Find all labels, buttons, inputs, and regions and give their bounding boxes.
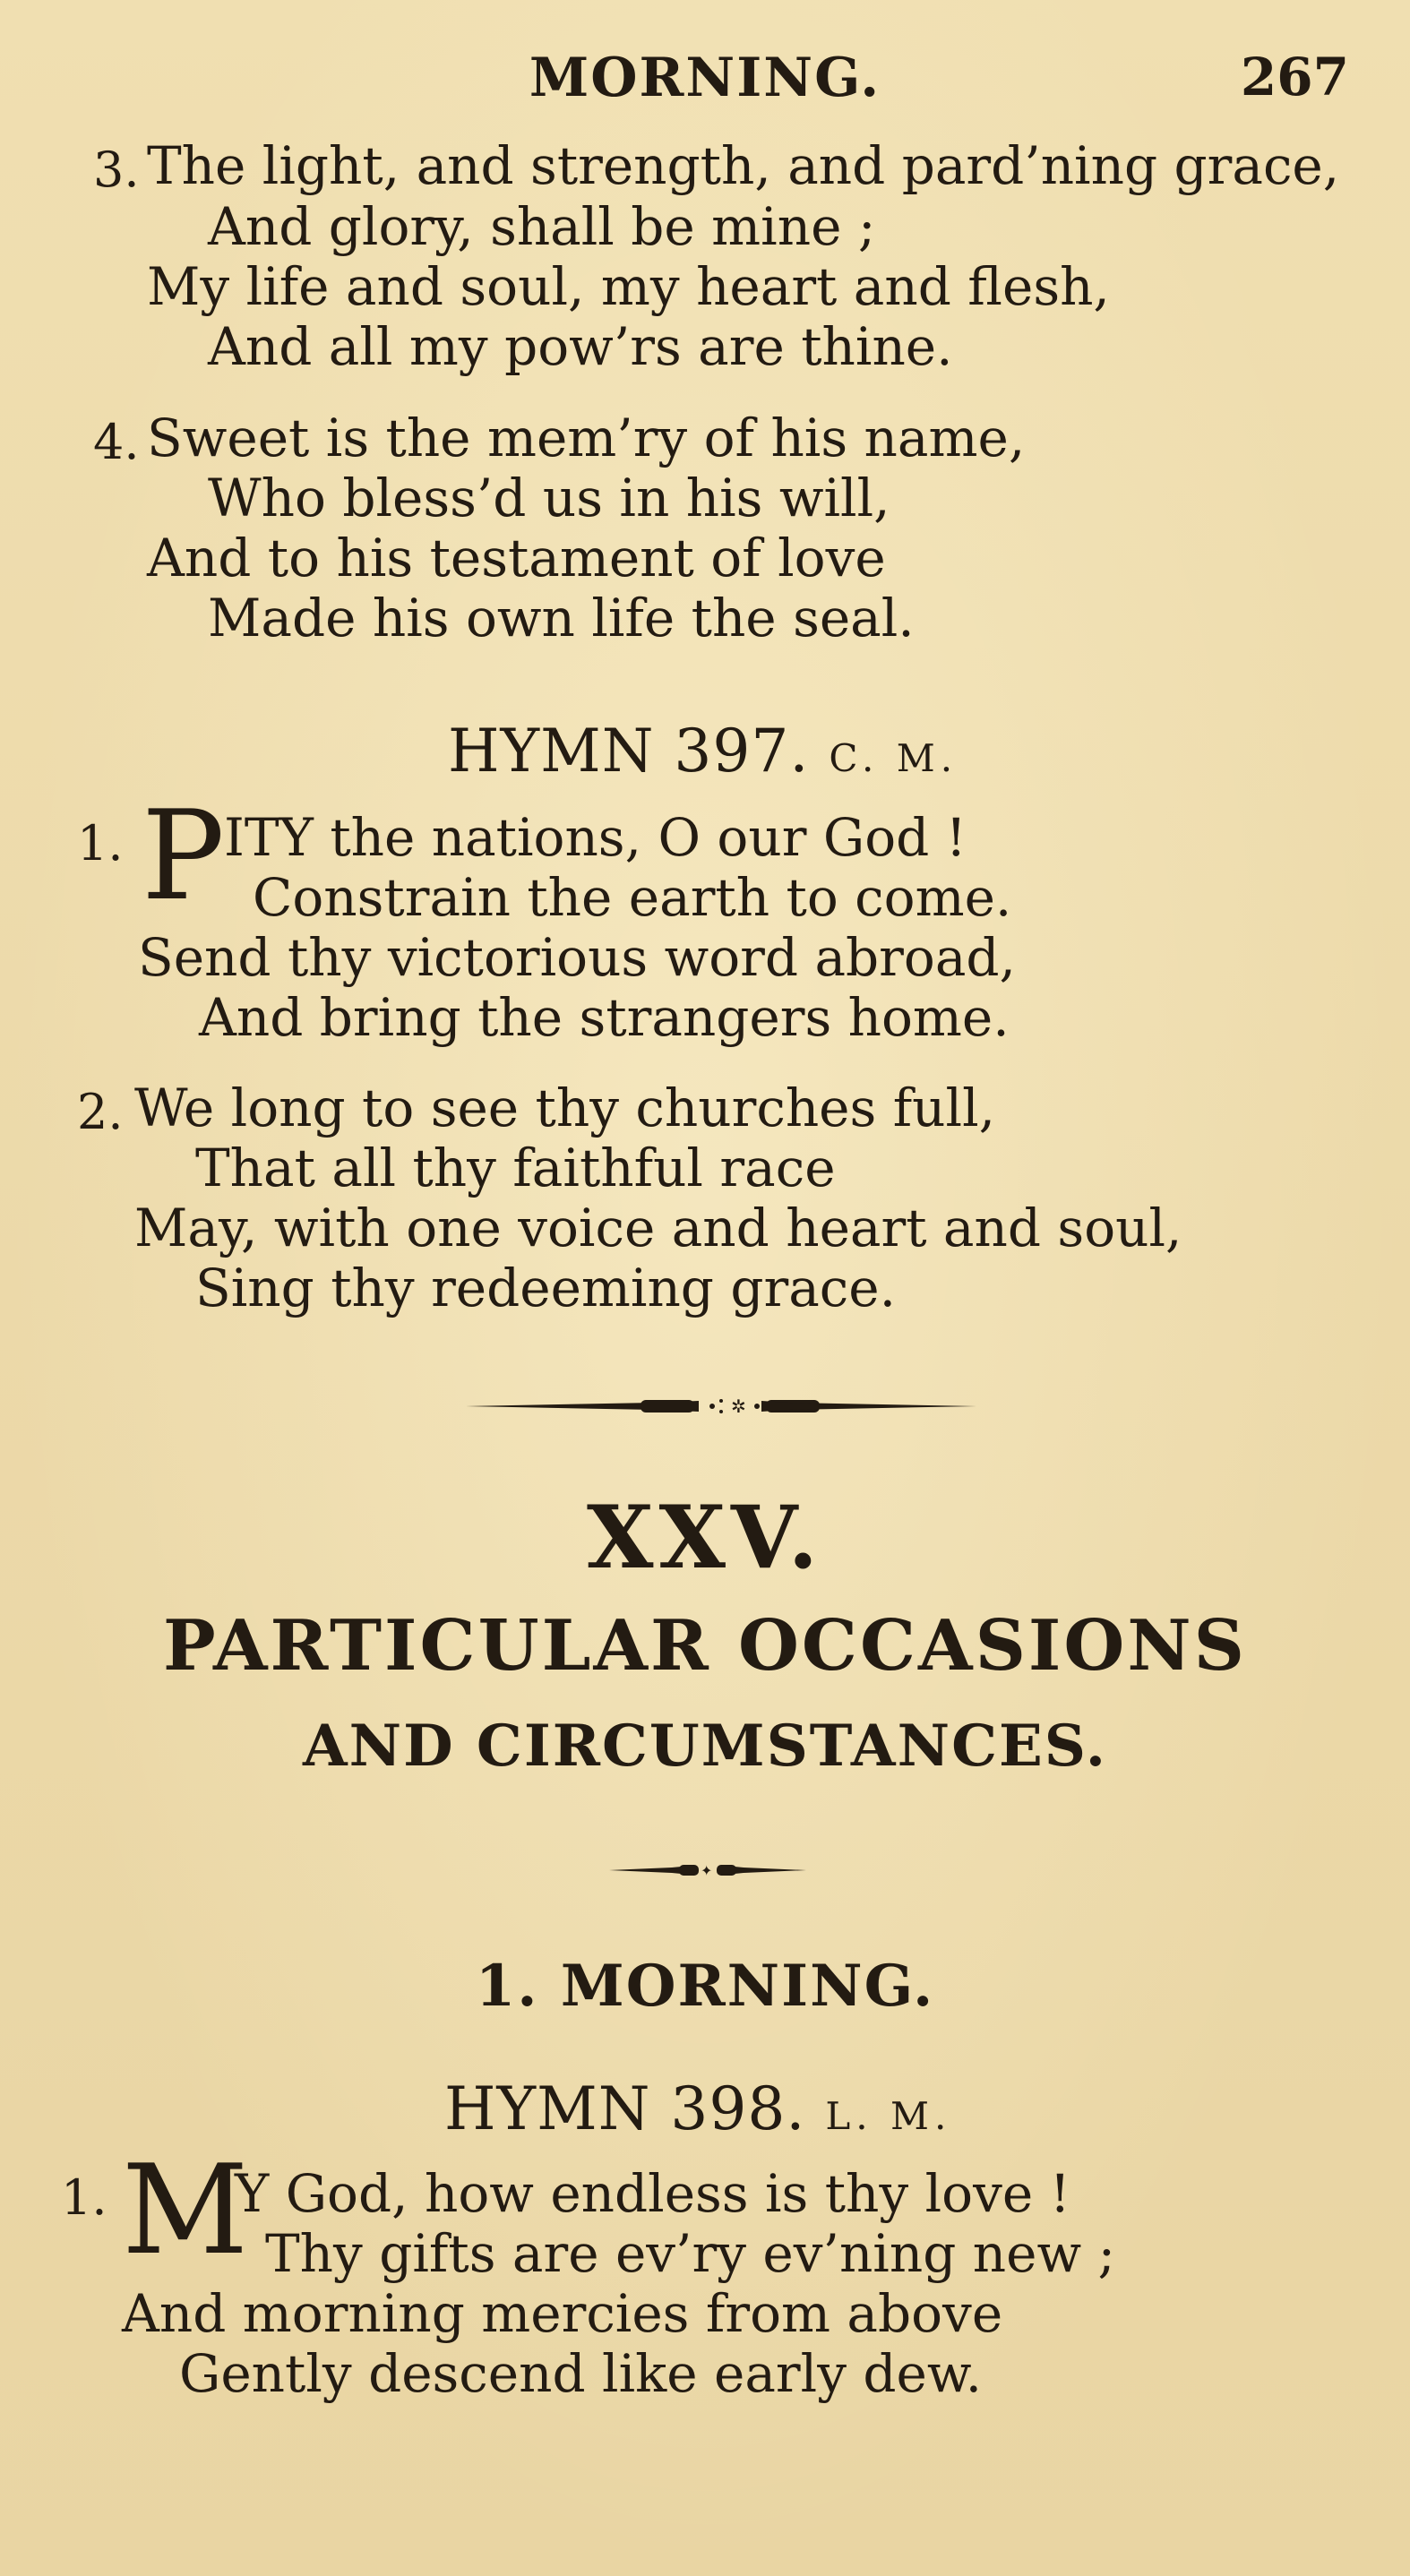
verse-line: And morning mercies from above (122, 2283, 1003, 2344)
verse-number: 3. (93, 142, 140, 198)
verse-line: ITY the nations, O our God ! (224, 807, 967, 868)
section-numeral: XXV. (586, 1487, 824, 1588)
verse-line: My life and soul, my heart and flesh, (147, 256, 1110, 317)
verse-number: 1. (77, 815, 124, 872)
verse-line: Constrain the earth to come. (253, 867, 1012, 928)
verse-number: 2. (77, 1084, 124, 1140)
verse-number: 4. (93, 414, 140, 470)
verse-line: Y God, how endless is thy love ! (235, 2163, 1070, 2224)
verse-number: 1. (61, 2169, 107, 2226)
verse-line: The light, and strength, and pard’ning grace, (147, 135, 1340, 196)
hymn-title-text: HYMN 398. (444, 2074, 806, 2143)
verse-line: Send thy victorious word abroad, (138, 927, 1016, 988)
verse-line: That all thy faithful race (195, 1138, 836, 1198)
verse-line: And bring the strangers home. (199, 987, 1010, 1048)
section-subtitle: AND CIRCUMSTANCES. (302, 1713, 1108, 1780)
verse-line: May, with one voice and heart and soul, (134, 1198, 1182, 1258)
verse-line: Sing thy redeeming grace. (195, 1258, 897, 1318)
verse-line: We long to see thy churches full, (134, 1078, 996, 1138)
ornamental-rule (466, 1393, 976, 1420)
running-header-title: MORNING. (529, 47, 881, 109)
hymn-meter: L. M. (825, 2094, 952, 2138)
subsection-title: 1. MORNING. (475, 1953, 935, 2020)
drop-cap: M (122, 2138, 249, 2282)
hymn-title-text: HYMN 397. (448, 717, 810, 786)
small-ornamental-rule (609, 1859, 806, 1881)
verse-line: Sweet is the mem’ry of his name, (147, 408, 1026, 468)
verse-line: Thy gifts are ev’ry ev’ning new ; (265, 2223, 1116, 2284)
svg-text:✦: ✦ (701, 1862, 713, 1879)
verse-line: And to his testament of love (147, 528, 886, 588)
verse-line: Made his own life the seal. (208, 588, 915, 648)
page-number: 267 (1240, 47, 1349, 107)
verse-line: Gently descend like early dew. (179, 2343, 983, 2404)
verse-line: And all my pow’rs are thine. (208, 316, 953, 377)
section-title: PARTICULAR OCCASIONS (163, 1605, 1247, 1687)
svg-text:✲: ✲ (731, 1395, 746, 1417)
verse-line: And glory, shall be mine ; (208, 196, 876, 257)
hymn-398-title (444, 2074, 951, 2143)
hymn-meter: C. M. (829, 736, 959, 780)
drop-cap: P (142, 784, 225, 928)
hymn-397-title (448, 717, 958, 786)
verse-line: Who bless’d us in his will, (208, 468, 890, 528)
